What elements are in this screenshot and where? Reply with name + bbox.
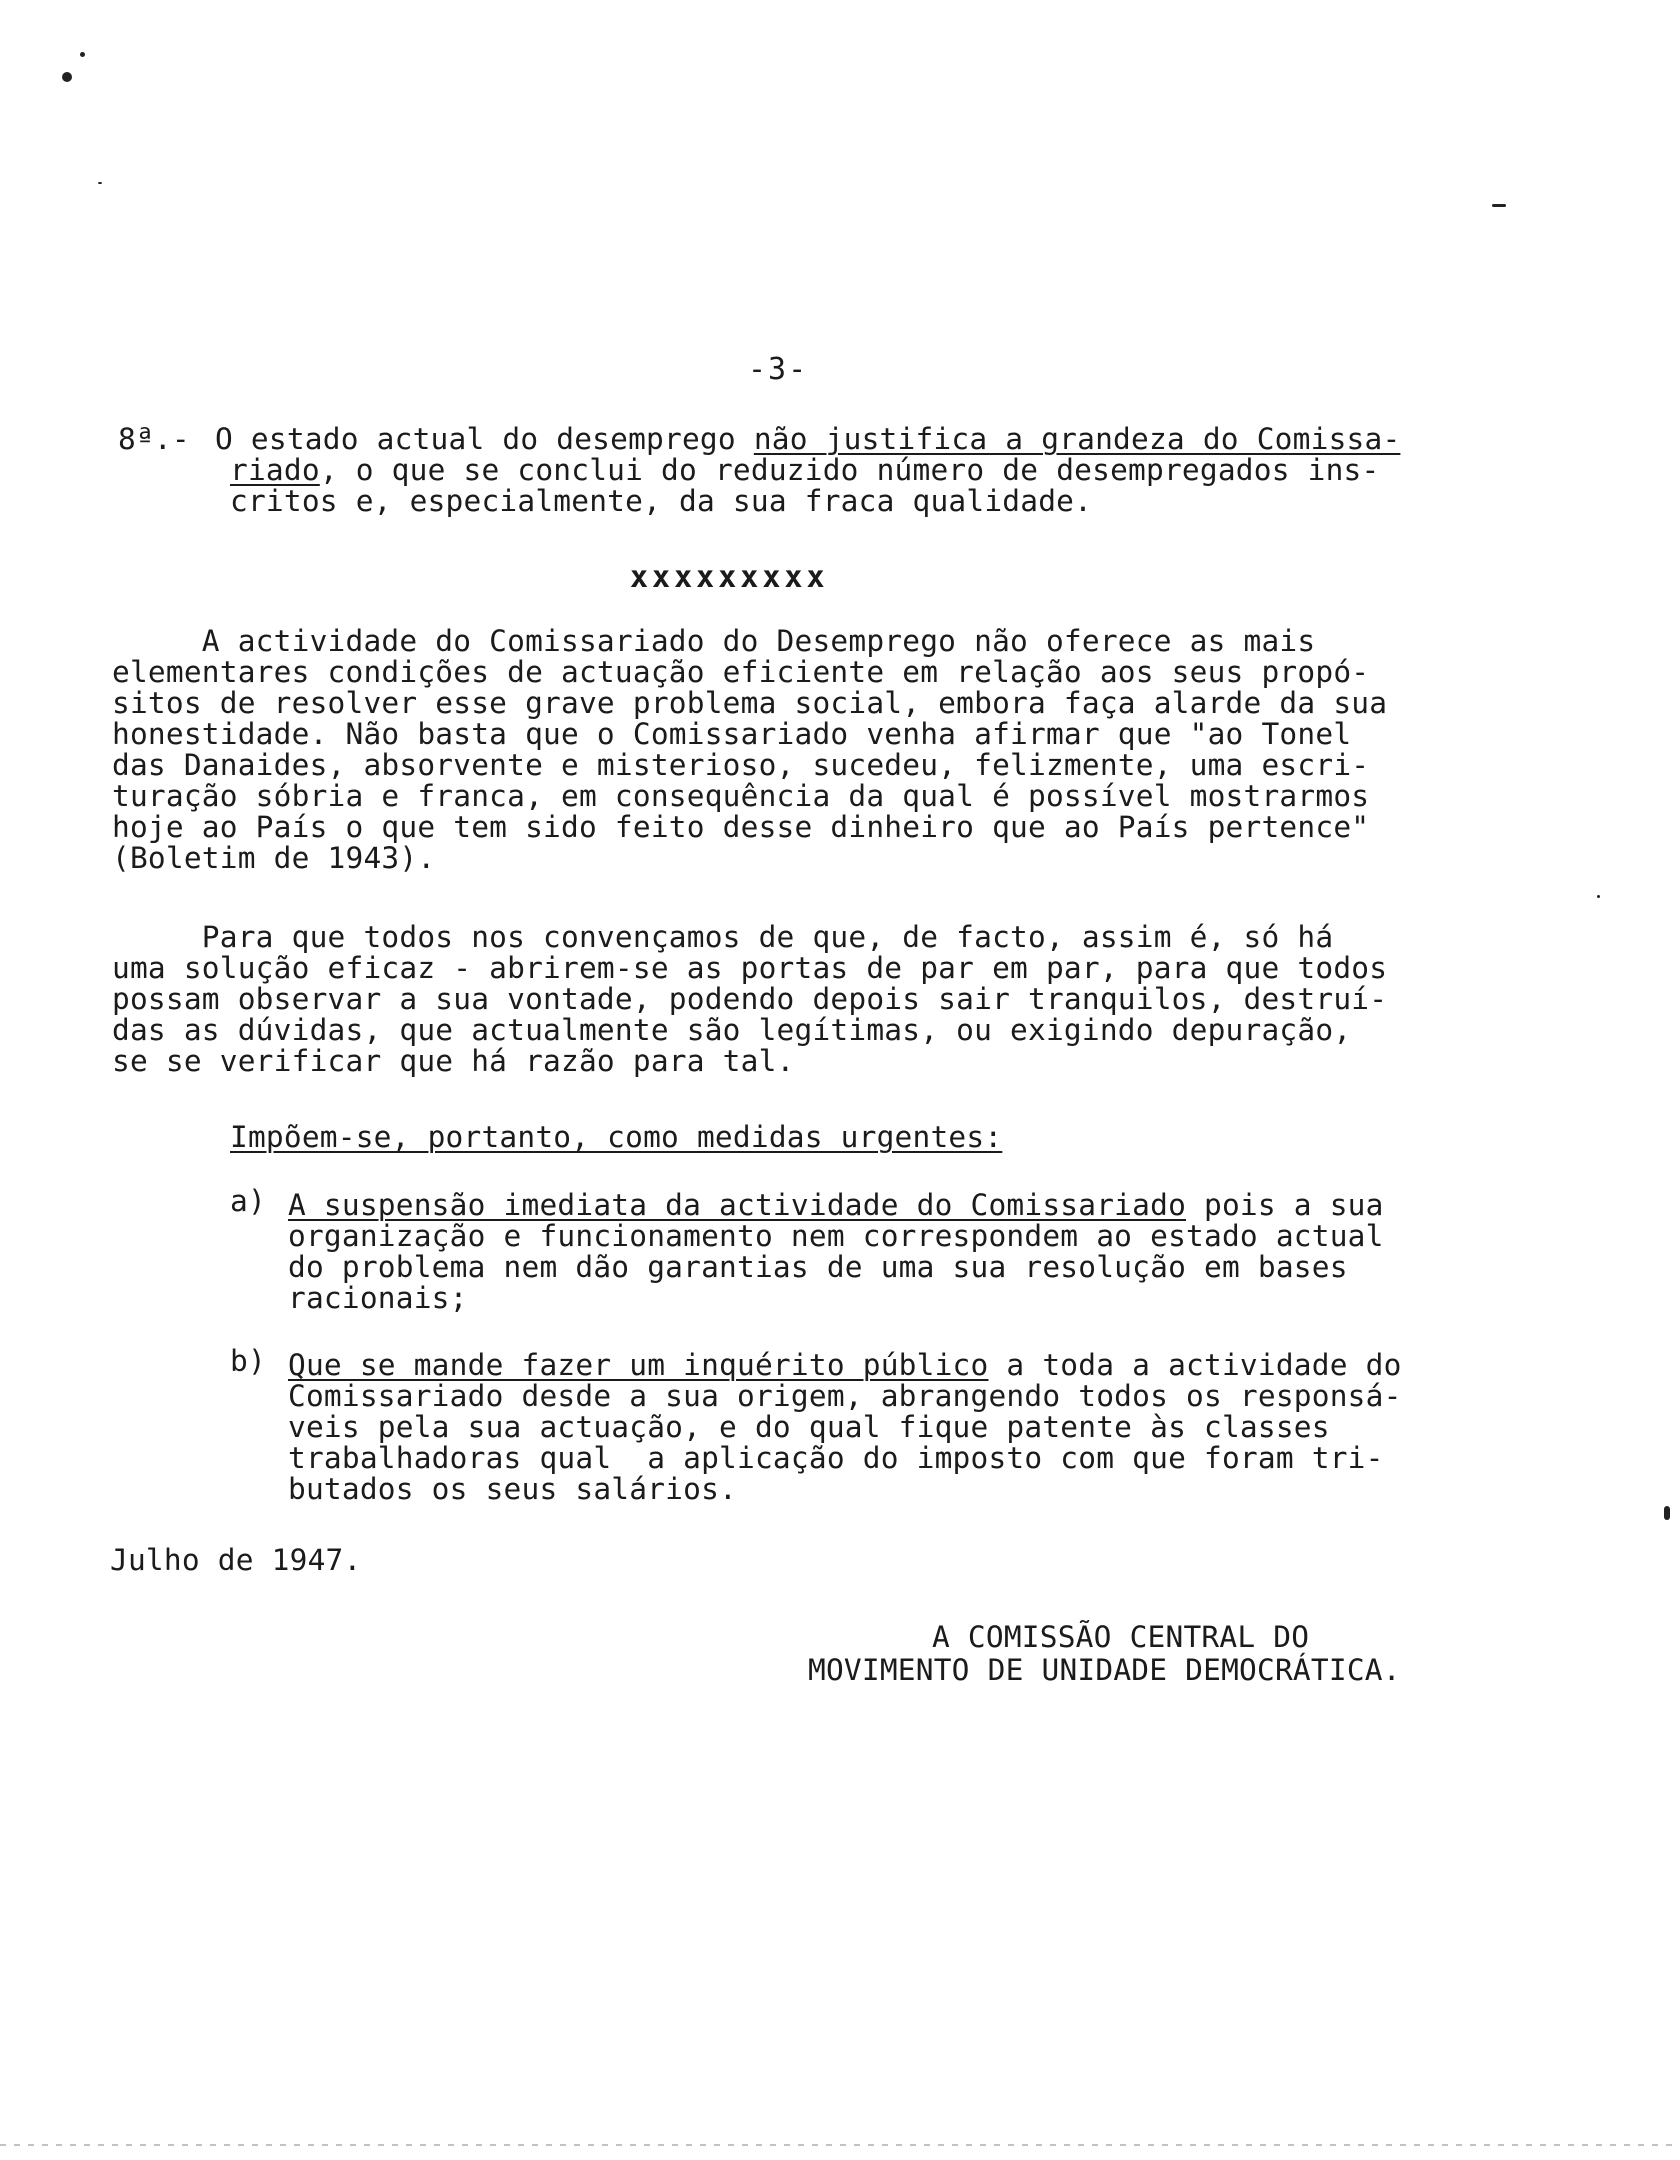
scan-speck [1664,1506,1670,1520]
paragraph-1-line: sitos de resolver esse grave problema social, embora faça alarde da sua [112,686,1388,720]
point-8-line-2-plain: , o que se conclui do reduzido número de desempregados ins- [319,453,1380,487]
document-date: Julho de 1947. [110,1543,362,1577]
point-8-line-1 [215,424,1400,455]
paragraph-2-line: das as dúvidas, que actualmente são legítimas, ou exigindo depuração, [112,1013,1352,1047]
page-number: -3- [748,352,809,387]
item-a-line: do problema nem dão garantias de uma sua resolução em bases [288,1250,1348,1284]
item-b-line-1-rest: a toda a actividade do [988,1348,1402,1382]
paragraph-1-line: (Boletim de 1943). [112,841,436,875]
measures-heading: Impõem-se, portanto, como medidas urgentes: [230,1120,1003,1154]
paragraph-1-line: honestidade. Não basta que o Comissariado venha afirmar que "ao Tonel [112,717,1352,751]
point-8-line-1-plain: O estado actual do desemprego [215,422,754,456]
item-a-line: organização e funcionamento nem correspondem ao estado actual [288,1219,1384,1253]
paragraph-1-line: A actividade do Comissariado do Desemprego não oferece as mais [112,624,1316,658]
point-8-line-2-underlined: riado [230,453,320,487]
scan-speck [1597,895,1600,898]
scan-speck [1492,204,1506,207]
item-b-line: Comissariado desde a sua origem, abrangendo todos os responsá- [288,1379,1402,1413]
signature-line-2: MOVIMENTO DE UNIDADE DEMOCRÁTICA. [808,1653,1401,1687]
item-b-line: veis pela sua actuação, e do qual fique patente às classes [288,1410,1330,1444]
paragraph-2-line: uma solução eficaz - abrirem-se as portas de par em par, para que todos [112,951,1388,985]
item-b-line-1 [288,1350,1402,1381]
point-8-line-1-underlined: não justifica a grandeza do Comissa- [753,422,1401,456]
item-a-underlined-text: A suspensão imediata da actividade do Comissariado [288,1188,1187,1222]
paragraph-2-line: possam observar a sua vontade, podendo depois sair tranquilos, destruí- [112,982,1388,1016]
item-b-underlined-text: Que se mande fazer um inquérito público [288,1348,989,1382]
scan-bottom-edge [0,2144,1680,2146]
point-8-line-2 [230,455,1379,486]
scan-speck [62,72,72,82]
scan-speck [98,182,102,184]
section-separator: xxxxxxxxx [630,560,829,595]
signature-line-1: A COMISSÃO CENTRAL DO [932,1620,1310,1654]
point-8-marker: 8ª.- [118,422,190,456]
paragraph-1-line: hoje ao País o que tem sido feito desse dinheiro que ao País pertence" [112,810,1370,844]
paragraph-2-line: Para que todos nos convençamos de que, de facto, assim é, só há [112,920,1334,954]
item-b-line: butados os seus salários. [288,1472,738,1506]
item-b-marker: b) [230,1344,266,1378]
paragraph-2-line: se se verificar que há razão para tal. [112,1044,795,1078]
item-a-line-1 [288,1190,1384,1221]
scan-speck [80,52,85,57]
paragraph-1-line: turação sóbria e franca, em consequência da qual é possível mostrarmos [112,779,1370,813]
item-a-line-1-rest: pois a sua [1186,1188,1384,1222]
point-8-line-3: critos e, especialmente, da sua fraca qualidade. [230,484,1093,518]
item-a-marker: a) [230,1184,266,1218]
paragraph-1-line: elementares condições de actuação eficiente em relação aos seus propó- [112,655,1370,689]
item-a-line: racionais; [288,1281,468,1315]
item-b-line: trabalhadoras qual a aplicação do imposto com que foram tri- [288,1441,1384,1475]
paragraph-1-line: das Danaides, absorvente e misterioso, sucedeu, felizmente, uma escri- [112,748,1370,782]
